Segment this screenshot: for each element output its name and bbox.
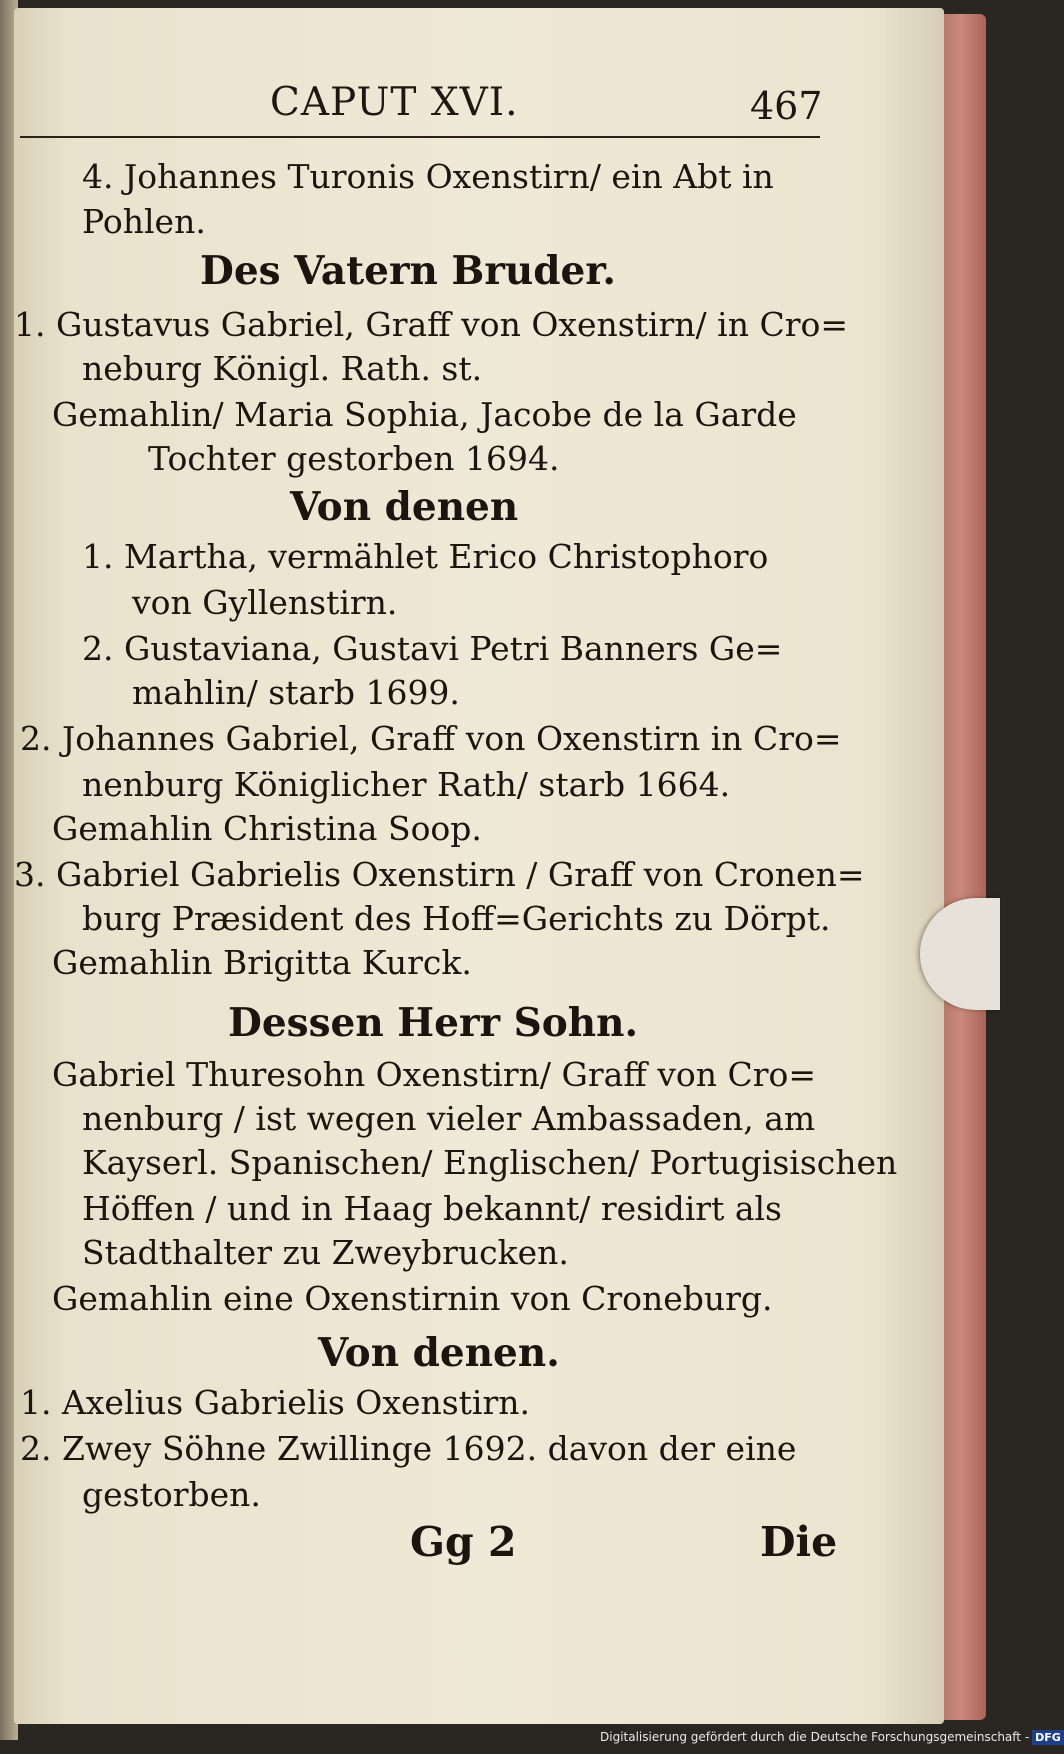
text-line: gestorben.: [82, 1475, 261, 1514]
text-line: burg Præsident des Hoff=Gerichts zu Dörpt.: [82, 899, 831, 938]
catchword: Die: [760, 1518, 838, 1566]
text-line: Pohlen.: [82, 202, 206, 241]
text-line: Stadthalter zu Zweybrucken.: [82, 1233, 569, 1272]
text-line: 2. Johannes Gabriel, Graff von Oxenstirn in Cro=: [20, 719, 842, 758]
text-line: Gemahlin eine Oxenstirnin von Croneburg.: [52, 1279, 773, 1318]
running-header: [20, 76, 823, 138]
digitization-credit: [600, 1730, 1064, 1745]
text-line: nenburg / ist wegen vieler Ambassaden, am: [82, 1099, 816, 1138]
text-line: 2. Zwey Söhne Zwillinge 1692. davon der eine: [20, 1429, 797, 1468]
signature-mark: Gg 2: [410, 1518, 517, 1566]
text-line: von Gyllenstirn.: [132, 583, 398, 622]
text-line: 3. Gabriel Gabrielis Oxenstirn / Graff von Cronen=: [14, 855, 865, 894]
section-heading: Dessen Herr Sohn.: [228, 1000, 639, 1046]
text-line: Kayserl. Spanischen/ Englischen/ Portugisischen: [82, 1143, 898, 1182]
text-line: nenburg Königlicher Rath/ starb 1664.: [82, 765, 731, 804]
text-line: Gemahlin Brigitta Kurck.: [52, 943, 472, 982]
text-line: 1. Axelius Gabrielis Oxenstirn.: [20, 1383, 531, 1422]
section-heading: Von denen.: [318, 1330, 560, 1376]
chapter-title: CAPUT XVI.: [270, 80, 519, 125]
credit-text: Digitalisierung gefördert durch die Deutsche Forschungsgemeinschaft -: [600, 1730, 1030, 1744]
section-heading: Des Vatern Bruder.: [200, 248, 616, 294]
text-line: Gabriel Thuresohn Oxenstirn/ Graff von Cro=: [52, 1055, 817, 1094]
text-line: 4. Johannes Turonis Oxenstirn/ ein Abt in: [82, 157, 774, 196]
text-line: neburg Königl. Rath. st.: [82, 349, 483, 388]
page-number: 467: [750, 84, 823, 128]
text-line: 1. Martha, vermählet Erico Christophoro: [82, 537, 769, 576]
dfg-logo: DFG: [1032, 1730, 1064, 1745]
page-edges: [944, 14, 986, 1720]
text-line: 1. Gustavus Gabriel, Graff von Oxenstirn/ in Cro=: [14, 305, 849, 344]
text-line: Gemahlin/ Maria Sophia, Jacobe de la Garde: [52, 395, 797, 434]
text-line: mahlin/ starb 1699.: [132, 673, 460, 712]
section-heading: Von denen: [290, 484, 519, 530]
text-line: Gemahlin Christina Soop.: [52, 809, 482, 848]
text-line: Tochter gestorben 1694.: [148, 439, 560, 478]
text-line: 2. Gustaviana, Gustavi Petri Banners Ge=: [82, 629, 783, 668]
text-line: Höffen / und in Haag bekannt/ residirt als: [82, 1189, 782, 1228]
